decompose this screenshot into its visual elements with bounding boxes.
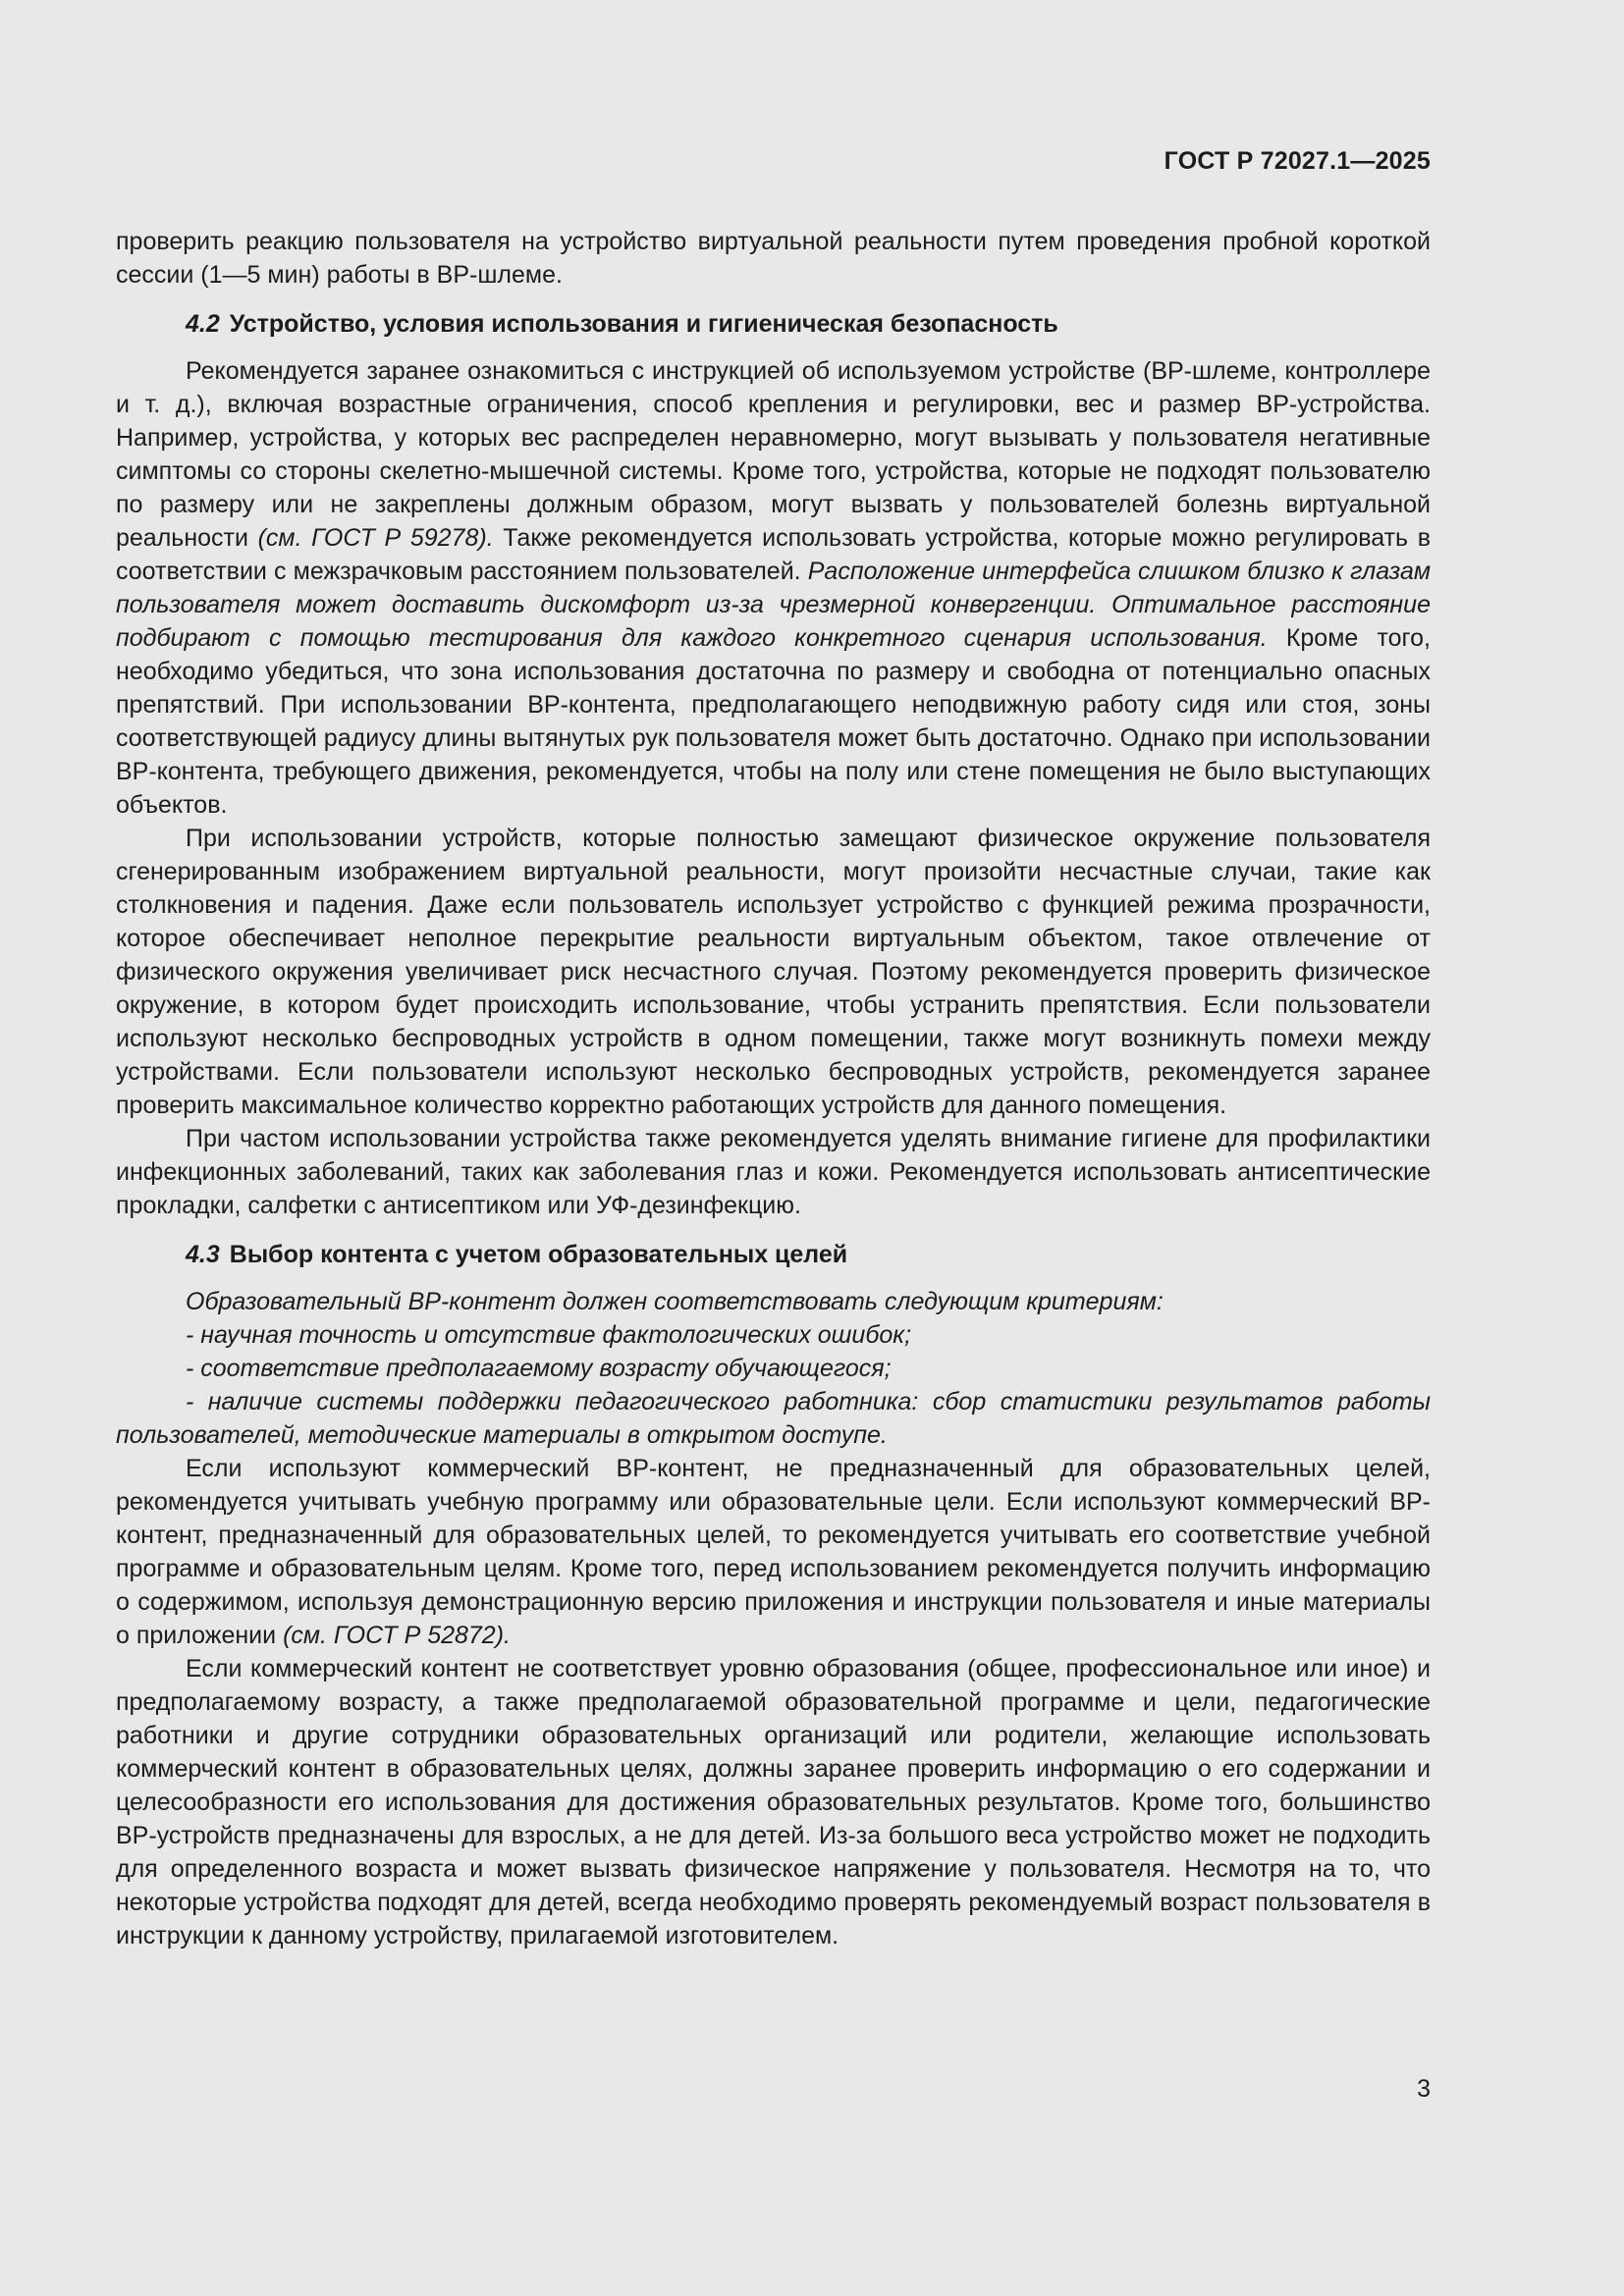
criteria-item: - научная точность и отсутствие фактологических ошибок;: [186, 1321, 912, 1349]
italic-text-run: Расположение интерфейса слишком близко к глазам пользователя может доставить дискомфорт из-за чрезмерной конвергенции. Оптимальное расстояние подбирают с помощью тестирования для каждого конкретного сценария использования.: [116, 558, 1431, 652]
text-run: Также рекомендуется использовать устройства, которые можно регулировать в соответствии с межзрачковым расстоянием пользователей.: [116, 524, 1431, 585]
reference-gost-52872: (см. ГОСТ Р 52872).: [283, 1622, 511, 1649]
criteria-item: - соответствие предполагаемому возрасту обучающегося;: [186, 1355, 892, 1382]
section-heading-4-3: [116, 1238, 1431, 1271]
criteria-intro: Образовательный ВР-контент должен соответствовать следующим критериям:: [186, 1288, 1164, 1315]
section-title: Устройство, условия использования и гигиеническая безопасность: [229, 310, 1058, 338]
reference-gost-59278: (см. ГОСТ Р 59278).: [257, 524, 494, 552]
text-run: Кроме того, необходимо убедиться, что зона использования достаточна по размеру и свободна от потенциально опасных препятствий. При использовании ВР-контента, предполагающего неподвижную работу сидя или стоя, зоны соответствующей радиусу длины вытянутых рук пользователя может быть достаточно. Однако при использовании ВР-контента, требующего движения, рекомендуется, чтобы на полу или стене помещения не было выступающих объектов.: [116, 624, 1431, 819]
section-number: 4.3: [186, 1241, 220, 1268]
section-title: Выбор контента с учетом образовательных целей: [229, 1241, 848, 1268]
document-body: [116, 225, 1431, 1952]
paragraph-4-2-1: [116, 354, 1431, 822]
paragraph-4-2-2: При использовании устройств, которые полностью замещают физическое окружение пользователя сгенерированным изображением виртуальной реальности, могут произойти несчастные случаи, такие как столкновения и падения. Даже если пользователь использует устройство с функцией режима прозрачности, которое обеспечивает неполное перекрытие реальности виртуальным объектом, такое отвлечение от физического окружения увеличивает риск несчастного случая. Поэтому рекомендуется проверить физическое окружение, в котором будет происходить использование, чтобы устранить препятствия. Если пользователи используют несколько беспроводных устройств в одном помещении, также могут возникнуть помехи между устройствами. Если пользователи используют несколько беспроводных устройств, рекомендуется заранее проверить максимальное количество корректно работающих устройств для данного помещения.: [116, 825, 1431, 1119]
page-number: 3: [1417, 2075, 1431, 2103]
section-number: 4.2: [186, 310, 220, 338]
text-run: Если используют коммерческий ВР-контент, не предназначенный для образовательных целей, рекомендуется учитывать учебную программу или образовательные цели. Если используют коммерческий ВР-контент, предназначенный для образовательных целей, то рекомендуется учитывать его соответствие учебной программе и образовательным целям. Кроме того, перед использованием рекомендуется получить информацию о содержимом, используя демонстрационную версию приложения и инструкции пользователя и иные материалы о приложении: [116, 1455, 1431, 1649]
text-run: Рекомендуется заранее ознакомиться с инструкцией об используемом устройстве (ВР-шлеме, контроллере и т. д.), включая возрастные ограничения, способ крепления и регулировки, вес и размер ВР-устройства. Например, устройства, у которых вес распределен неравномерно, могут вызывать у пользователя негативные симптомы со стороны скелетно-мышечной системы. Кроме того, устройства, которые не подходят пользователю по размеру или не закреплены должным образом, могут вызвать у пользователей болезнь виртуальной реальности: [116, 357, 1431, 552]
paragraph-intro: проверить реакцию пользователя на устройство виртуальной реальности путем проведения пробной короткой сессии (1—5 мин) работы в ВР-шлеме.: [116, 228, 1431, 289]
paragraph-4-3-1: [116, 1452, 1431, 1652]
document-header: ГОСТ Р 72027.1—2025: [1164, 147, 1431, 175]
paragraph-4-2-3: При частом использовании устройства также рекомендуется уделять внимание гигиене для профилактики инфекционных заболеваний, таких как заболевания глаз и кожи. Рекомендуется использовать антисептические прокладки, салфетки с антисептиком или УФ-дезинфекцию.: [116, 1125, 1431, 1219]
criteria-item: - наличие системы поддержки педагогического работника: сбор статистики результатов работы пользователей, методические материалы в открытом доступе.: [116, 1388, 1431, 1449]
paragraph-4-3-2: Если коммерческий контент не соответствует уровню образования (общее, профессиональное или иное) и предполагаемому возрасту, а также предполагаемой образовательной программе и цели, педагогические работники и другие сотрудники образовательных организаций или родители, желающие использовать коммерческий контент в образовательных целях, должны заранее проверить информацию о его содержании и целесообразности его использования для достижения образовательных результатов. Кроме того, большинство ВР-устройств предназначены для взрослых, а не для детей. Из-за большого веса устройство может не подходить для определенного возраста и может вызвать физическое напряжение у пользователя. Несмотря на то, что некоторые устройства подходят для детей, всегда необходимо проверять рекомендуемый возраст пользователя в инструкции к данному устройству, прилагаемой изготовителем.: [116, 1655, 1431, 1949]
section-heading-4-2: [116, 307, 1431, 341]
